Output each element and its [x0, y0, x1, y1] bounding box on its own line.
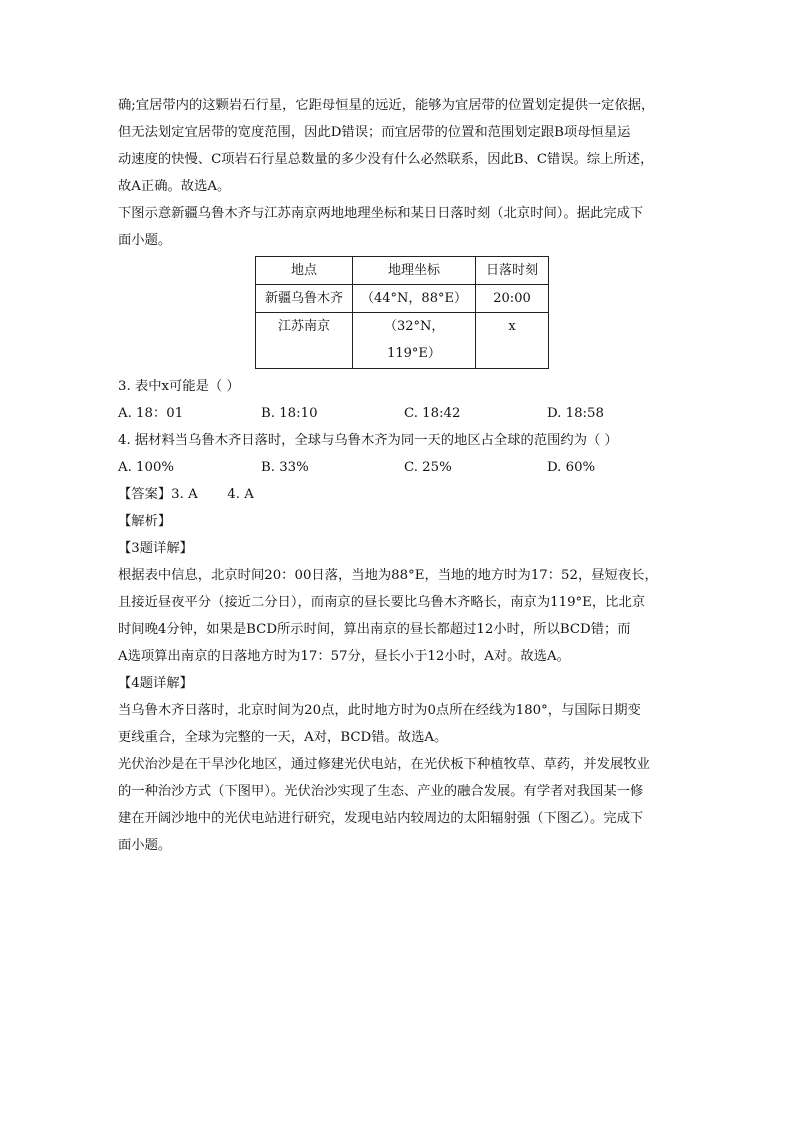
table-cell [353, 313, 476, 369]
text-line: 故A正确。故选A。 [118, 179, 231, 194]
text-line: 更线重合，全球为完整的一天，A对，BCD错。故选A。 [118, 730, 448, 745]
coordinates-table [255, 256, 549, 369]
option-a: A. 100% [118, 460, 175, 475]
table-row [256, 313, 549, 369]
q4-detail-title: 【4题详解】 [118, 676, 193, 691]
text-line: 光伏治沙是在干旱沙化地区，通过修建光伏电站，在光伏板下种植牧草、草药，并发展牧业 [118, 757, 650, 772]
text-line: 建在开阔沙地中的光伏电站进行研究，发现电站内较周边的太阳辐射强（下图乙）。完成下 [118, 811, 644, 826]
photovoltaic-paragraph [118, 751, 698, 859]
text-line: 但无法划定宜居带的宽度范围，因此D错误；而宜居带的位置和范围划定跟B项母恒星运 [118, 125, 631, 140]
option-d: D. 60% [547, 460, 596, 475]
text-line: 确;宜居带内的这颗岩石行星，它距母恒星的远近，能够为宜居带的位置划定提供一定依据， [118, 98, 655, 113]
q3-detail [118, 562, 698, 670]
option-list [118, 454, 698, 481]
explanation-paragraph [118, 92, 698, 200]
question-3 [118, 373, 698, 427]
analysis-title: 【解析】 [118, 514, 172, 529]
text-line: 的一种治沙方式（下图甲）。光伏治沙实现了生态、产业的融合发展。有学者对我国某一修 [118, 784, 644, 799]
text-line: 动速度的快慢、C项岩石行星总数量的多少没有什么必然联系，因此B、C错误。综上所述， [118, 152, 654, 167]
option-a: A. 18：01 [118, 406, 184, 421]
text-line: 且接近昼夜平分（接近二分日），而南京的昼长要比乌鲁木齐略长，南京为119°E，比北京 [118, 595, 646, 610]
table-header: 地理坐标 [353, 257, 476, 285]
document-page [118, 92, 698, 859]
q4-detail [118, 697, 698, 751]
option-list [118, 400, 698, 427]
table-cell: x [476, 313, 549, 369]
table-cell: 江苏南京 [256, 313, 353, 369]
text-line: 面小题。 [118, 838, 172, 853]
question-4 [118, 427, 698, 481]
table-cell-text: （32°N，119°E） [384, 319, 445, 361]
text-line: A选项算出南京的日落地方时为17：57分，昼长小于12小时，A对。故选A。 [118, 649, 570, 664]
table-row [256, 285, 549, 313]
option-c: C. 25% [404, 460, 452, 475]
table-header: 地点 [256, 257, 353, 285]
option-c: C. 18:42 [404, 406, 461, 421]
text-line: 根据表中信息，北京时间20：00日落，当地为88°E，当地的地方时为17：52，昼短夜长， [118, 568, 658, 583]
table-cell: 新疆乌鲁木齐 [256, 285, 353, 313]
table-header: 日落时刻 [476, 257, 549, 285]
text-line: 时间晚4分钟，如果是BCD所示时间，算出南京的昼长都超过12小时，所以BCD错；而 [118, 622, 631, 637]
table-cell: 20:00 [476, 285, 549, 313]
question-stem: 3. 表中x可能是（ ） [118, 379, 240, 394]
table-header-row [256, 257, 549, 285]
text-line: 当乌鲁木齐日落时，北京时间为20点，此时地方时为0点所在经线为180°，与国际日期变 [118, 703, 641, 718]
text-line: 面小题。 [118, 233, 172, 248]
text-line: 下图示意新疆乌鲁木齐与江苏南京两地地理坐标和某日日落时刻（北京时间）。据此完成下 [118, 206, 644, 221]
option-b: B. 33% [261, 460, 309, 475]
question-intro [118, 200, 698, 254]
option-b: B. 18:10 [261, 406, 318, 421]
option-d: D. 18:58 [547, 406, 604, 421]
table-cell: （44°N，88°E） [353, 285, 476, 313]
question-stem: 4. 据材料当乌鲁木齐日落时，全球与乌鲁木齐为同一天的地区占全球的范围约为（ ） [118, 433, 618, 448]
answer-line: 【答案】3. A 4. A [118, 487, 254, 502]
q3-detail-title: 【3题详解】 [118, 541, 193, 556]
